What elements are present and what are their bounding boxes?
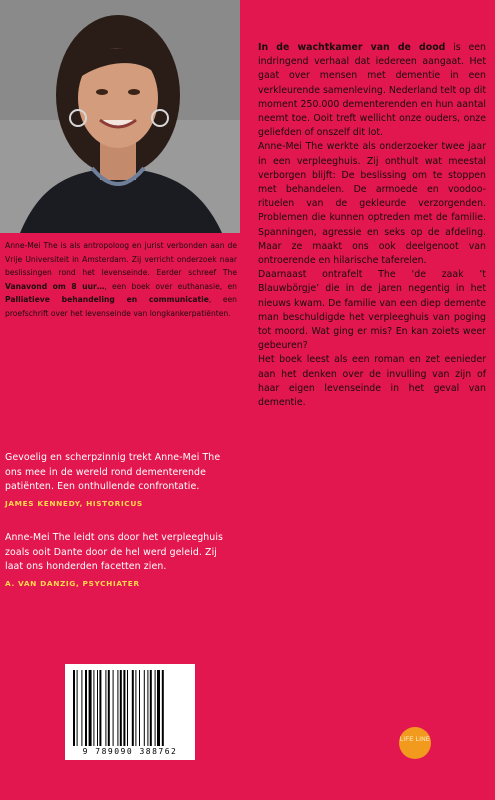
blurb-text-1: is een indringend verhaal dat iedereen aangaat. Het gaat over mensen met dementie in een verkleurende samenleving. Nederland telt op dit moment 250.000 dementerenden en hun aantal neemt toe. Ooit treft wellicht onze ouders, onze geliefden of onszelf dit lot. bbox=[258, 42, 486, 139]
blurb-paragraph-4: Het boek leest als een roman en zet eenieder aan het denken over de invulling van zijn of haar eigen levenseinde in het geval van dementie. bbox=[258, 354, 486, 409]
author-bio bbox=[5, 239, 237, 321]
book-blurb bbox=[258, 41, 486, 410]
blurb-paragraph-2: Anne-Mei The werkte als onderzoeker twee jaar in een verpleeghuis. Zij onthult wat meestal verborgen blijft: De beslissing om te stoppen met behandelen. De armoede en voodoo-rituelen van de gekleurde verzorgenden. Problemen die kunnen optreden met de familie. Spanningen, agressie en seks op de afdeling. Maar ze maakt ons ook deelgenoot van ontroerende en hilarische taferelen. bbox=[258, 141, 486, 267]
blurb-paragraph-3: Daarnaast ontrafelt The ‘de zaak ’t Blauwbörgje’ die in de jaren negentig in het nieuws kwam. De familie van een diep demente man beschuldigde het verpleeghuis van poging tot moord. Wat ging er mis? En kan zoiets weer gebeuren? bbox=[258, 269, 486, 352]
blurb-paragraph-1 bbox=[258, 41, 486, 140]
quote-attribution: A. VAN DANZIG, PSYCHIATER bbox=[5, 578, 140, 588]
review-quote bbox=[5, 451, 237, 511]
publisher-logo bbox=[399, 727, 431, 759]
bio-text-2: , een boek over euthanasie, en bbox=[104, 281, 237, 291]
review-quote bbox=[5, 531, 237, 591]
portrait-illustration bbox=[0, 0, 240, 233]
bio-text-3: , een proefschrift over het levenseinde van longkankerpatiënten. bbox=[5, 295, 237, 318]
quote-text: Anne-Mei The leidt ons door het verpleeghuis zoals ooit Dante door de hel werd geleid. Zij laat ons honderden facetten zien. bbox=[5, 532, 224, 573]
bio-text-1: Anne-Mei The is als antropoloog en jurist verbonden aan de Vrije Universiteit in Amsterdam. Zij verricht onderzoek naar beslissingen rond het levenseinde. Eerder schreef The bbox=[5, 241, 237, 278]
book-title: In de wachtkamer van de dood bbox=[258, 42, 446, 53]
isbn-barcode bbox=[65, 664, 195, 760]
author-portrait bbox=[0, 0, 240, 233]
isbn-number: 9 789090 388762 bbox=[82, 747, 178, 756]
quote-attribution: JAMES KENNEDY, HISTORICUS bbox=[5, 498, 143, 508]
bio-book-1: Vanavond om 8 uur… bbox=[5, 281, 105, 291]
publisher-logo-text: LIFE LINE bbox=[399, 737, 431, 743]
bio-book-2: Palliatieve behandeling en communicatie bbox=[5, 295, 209, 305]
barcode-bars bbox=[71, 670, 189, 746]
quote-text: Gevoelig en scherpzinnig trekt Anne-Mei The ons mee in de wereld rond dementerende patiënten. Een onthullende confrontatie. bbox=[5, 452, 221, 493]
